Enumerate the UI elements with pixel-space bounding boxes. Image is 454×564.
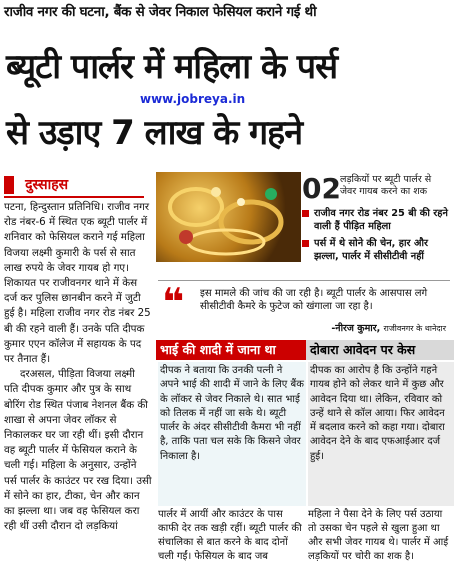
left-paragraph-2: दरअसल, पीड़िता विजया लक्ष्मी पति दीपक कुमार और पुत्र के साथ बोरिंग रोड स्थित पंजाब नेशनल बैंक की शाखा से अपना जेवर लॉकर से निकालकर घर जा रही थीं। इसी दौरान वह ब्यूटी पार्लर में फेसियल कराने के चली गई। महिला के अनुसार, उन्होंने पर्स पार्लर के काउंटर पर रख दिया। उसी में सोने का हार, टीका, चेन और कान का झल्ला था। जब वह फेसियल करा रही थीं उसी दौरान दो लड़कियां [4,368,152,533]
section-tag [4,174,144,198]
jewellery-illustration [156,172,301,262]
quote-name: -नीरज कुमार, [331,323,381,334]
wedding-column: दीपक ने बताया कि उनकी पत्नी ने अपने भाई की शादी में जाने के लिए बैंक के लॉकर से जेवर निकाले थे। सात भाई को तिलक में नहीं जा सके थे। ब्यूटी पार्लर के अंदर सीसीटीवी कैमरा भी नहीं है, ताकि पता चल सके कि किसने जेवर निकाला है। [158,362,306,506]
reapplication-column: दीपक का आरोप है कि उन्होंने गहने गायब होने को लेकर थाने में कुछ और आवेदन दिया था। लेकिन, रविवार को उन्हें थाने से कॉल आया। फिर आवेदन में बदलाव करने को कहा गया। दोबारा आवेदन देने के बाद एफआईआर दर्ज हुई। [308,362,454,506]
subhead-wedding: भाई की शादी में जाना था [156,340,306,360]
headline-line-1: ब्यूटी पार्लर में महिला के पर्स [6,47,338,87]
police-quote [158,280,450,336]
jewellery-photo [156,172,301,262]
subhead-reapplication: दोबारा आवेदन पर केस [306,340,454,360]
bullet-item: राजीव नगर रोड नंबर 25 बी की रहने वाली हैं पीड़ित महिला [302,207,452,233]
bullet-item: पर्स में थे सोने की चेन, हार और झल्ला, पार्लर में सीसीटीवी नहीं [302,237,452,263]
quote-role: राजीवनगर के थानेदार [383,324,446,333]
quote-attribution [331,321,446,334]
section-tag-label: दुस्साहस [25,177,69,193]
headline-line-2: से उड़ाए 7 लाख के गहने [6,113,303,153]
left-article-column [4,200,152,539]
bottom-middle-text: पार्लर में आयीं और काउंटर के पास काफी देर तक खड़ी रहीं। ब्यूटी पार्लर की संचालिका से बात करने के बाद दोनों चली गईं। फेसियल के बाद जब [158,509,302,562]
bottom-right-text: महिला ने पैसा देने के लिए पर्स उठाया तो उसका चेन पहले से खुला हुआ था और सभी जेवर गायब थे। पार्लर में आई लड़कियों पर चोरी का शक है। [308,509,449,562]
quote-text: इस मामले की जांच की जा रही है। ब्यूटी पार्लर के आसपास लगे सीसीटीवी कैमरे के फुटेज को खंगाला जा रहा है। [200,288,428,312]
sidebar-number: 02 [302,172,341,205]
left-paragraph-1: पटना, हिन्दुस्तान प्रतिनिधि। राजीव नगर रोड नंबर-6 में स्थित एक ब्यूटी पार्लर में शनिवार को फेसियल कराने गई महिला विजया लक्ष्मी कुमारी के पर्स से सात लाख रुपये के जेवर गायब हो गए। शिकायत पर राजीवनगर थाने में केस दर्ज कर पुलिस छानबीन करने में जुटी हुई है। महिला राजीव नगर रोड नंबर 25 बी की रहने वाली हैं। उनके पति दीपक कुमार एएन कॉलेज में सहायक के पद पर तैनात हैं। [4,201,151,366]
tag-marker-icon [4,176,14,194]
highlight-bullets [302,207,452,267]
watermark-url[interactable]: www.jobreya.in [140,92,246,106]
quote-mark-icon: ❝ [162,280,185,324]
kicker-line: राजीव नगर की घटना, बैंक से जेवर निकाल फेसियल कराने गई थी [4,4,317,20]
sidebar-text: लड़कियों पर ब्यूटी पार्लर से जेवर गायब करने का शक [340,174,432,197]
